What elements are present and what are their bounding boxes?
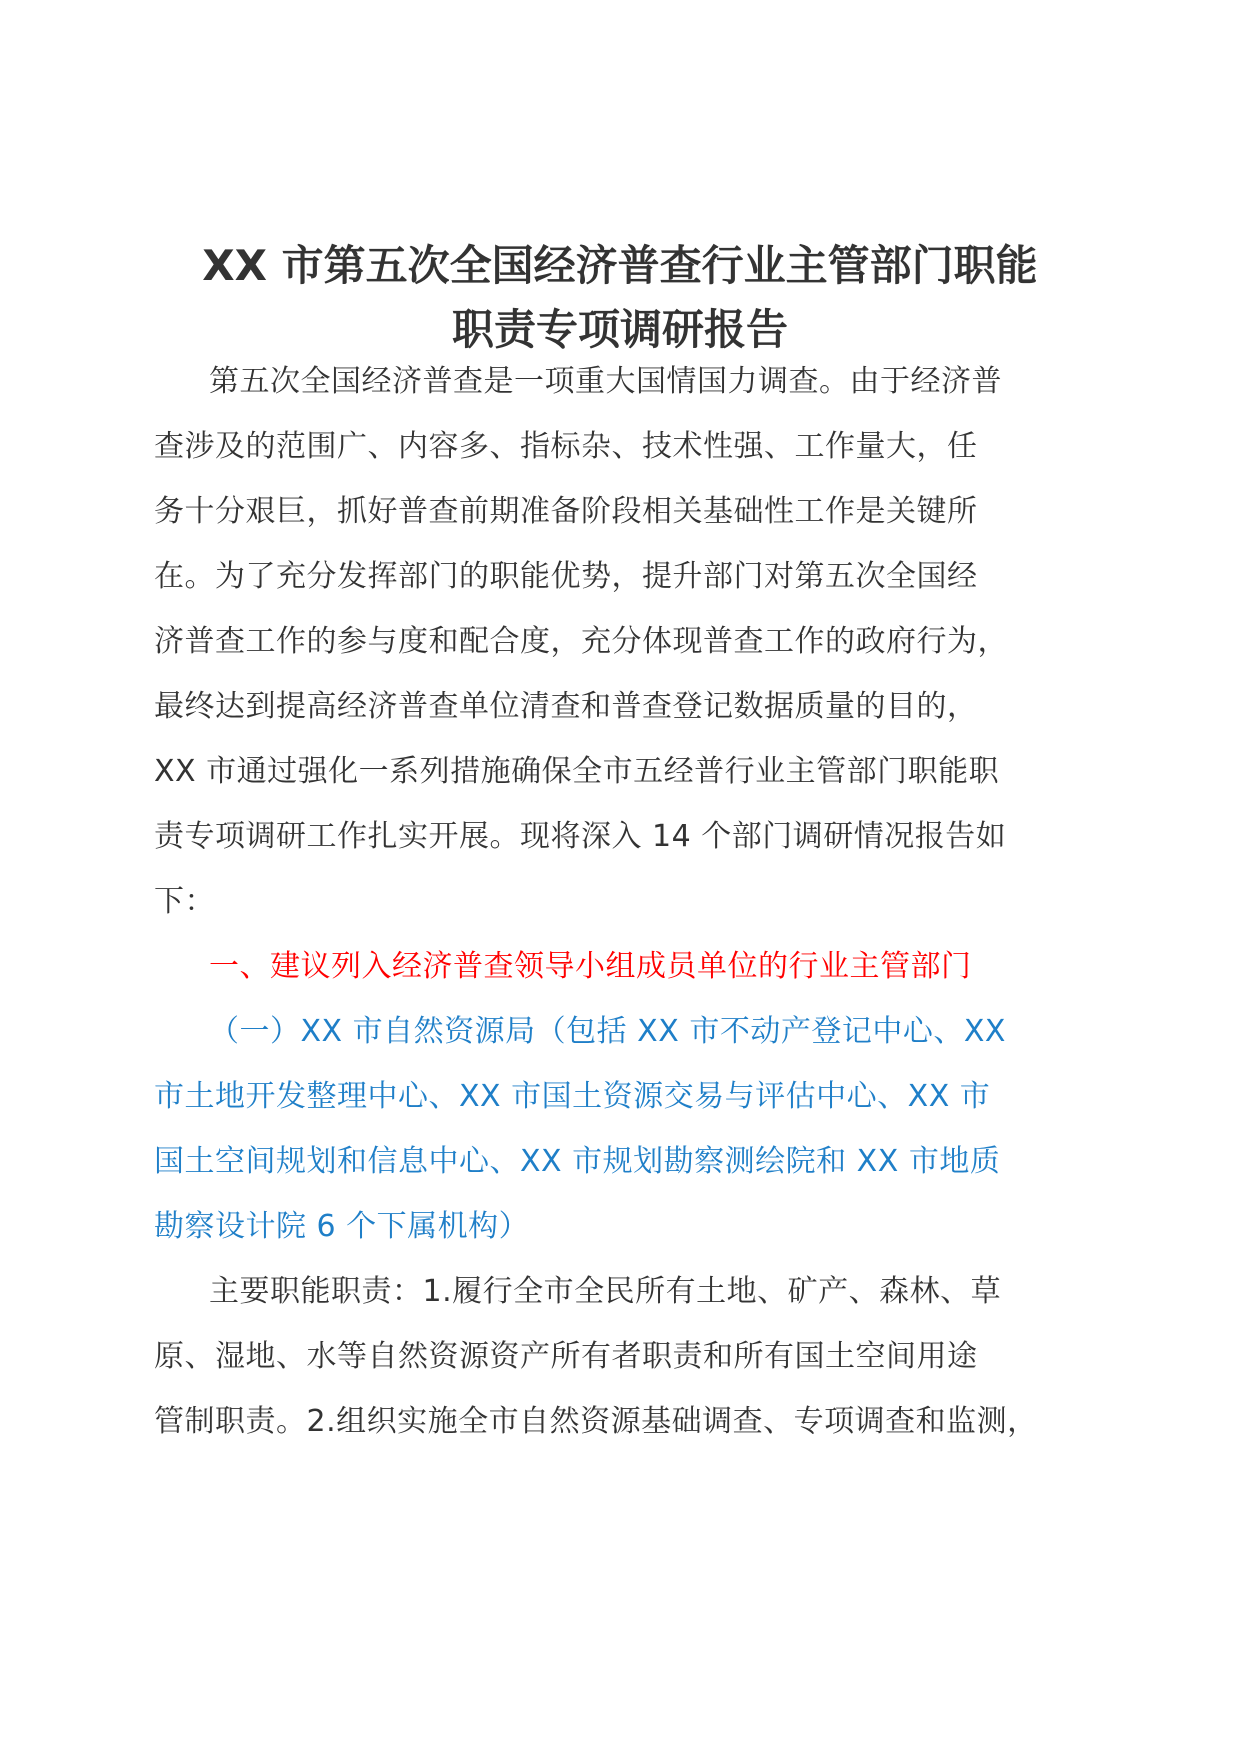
paragraph-line: 责专项调研工作扎实开展。现将深入 14 个部门调研情况报告如	[154, 819, 1007, 854]
document-title	[150, 234, 1090, 362]
subsection-heading	[154, 999, 1094, 1259]
paragraph-line: 最终达到提高经济普查单位清查和普查登记数据质量的目的，	[154, 689, 978, 724]
paragraph-line: 原、湿地、水等自然资源资产所有者职责和所有国土空间用途	[154, 1339, 978, 1374]
paragraph-line: 济普查工作的参与度和配合度，充分体现普查工作的政府行为，	[154, 624, 1008, 659]
section-heading	[154, 934, 1094, 999]
paragraph-line: 主要职能职责：1.履行全市全民所有土地、矿产、森林、草	[209, 1274, 1002, 1309]
paragraph-line: 管制职责。2.组织实施全市自然资源基础调查、专项调查和监测，	[154, 1404, 1038, 1439]
intro-paragraph	[154, 349, 1094, 934]
duties-paragraph	[154, 1259, 1094, 1454]
title-line: 职责专项调研报告	[451, 305, 788, 354]
subsection-heading-line: 国土空间规划和信息中心、XX 市规划勘察测绘院和 XX 市地质	[154, 1144, 1001, 1179]
paragraph-line: 务十分艰巨，抓好普查前期准备阶段相关基础性工作是关键所	[154, 494, 978, 529]
paragraph-line: XX 市通过强化一系列措施确保全市五经普行业主管部门职能职	[154, 754, 1000, 789]
subsection-heading-line: （一）XX 市自然资源局（包括 XX 市不动产登记中心、XX	[209, 1014, 1006, 1049]
paragraph-line: 第五次全国经济普查是一项重大国情国力调查。由于经济普	[209, 364, 1002, 399]
paragraph-line: 查涉及的范围广、内容多、指标杂、技术性强、工作量大，任	[154, 429, 978, 464]
subsection-heading-line: 市土地开发整理中心、XX 市国土资源交易与评估中心、XX 市	[154, 1079, 991, 1114]
paragraph-line: 下：	[154, 884, 215, 919]
section-heading-text: 一、建议列入经济普查领导小组成员单位的行业主管部门	[209, 949, 972, 984]
title-line: XX 市第五次全国经济普查行业主管部门职能	[202, 241, 1038, 290]
paragraph-line: 在。为了充分发挥部门的职能优势，提升部门对第五次全国经	[154, 559, 978, 594]
subsection-heading-line: 勘察设计院 6 个下属机构）	[154, 1209, 530, 1244]
